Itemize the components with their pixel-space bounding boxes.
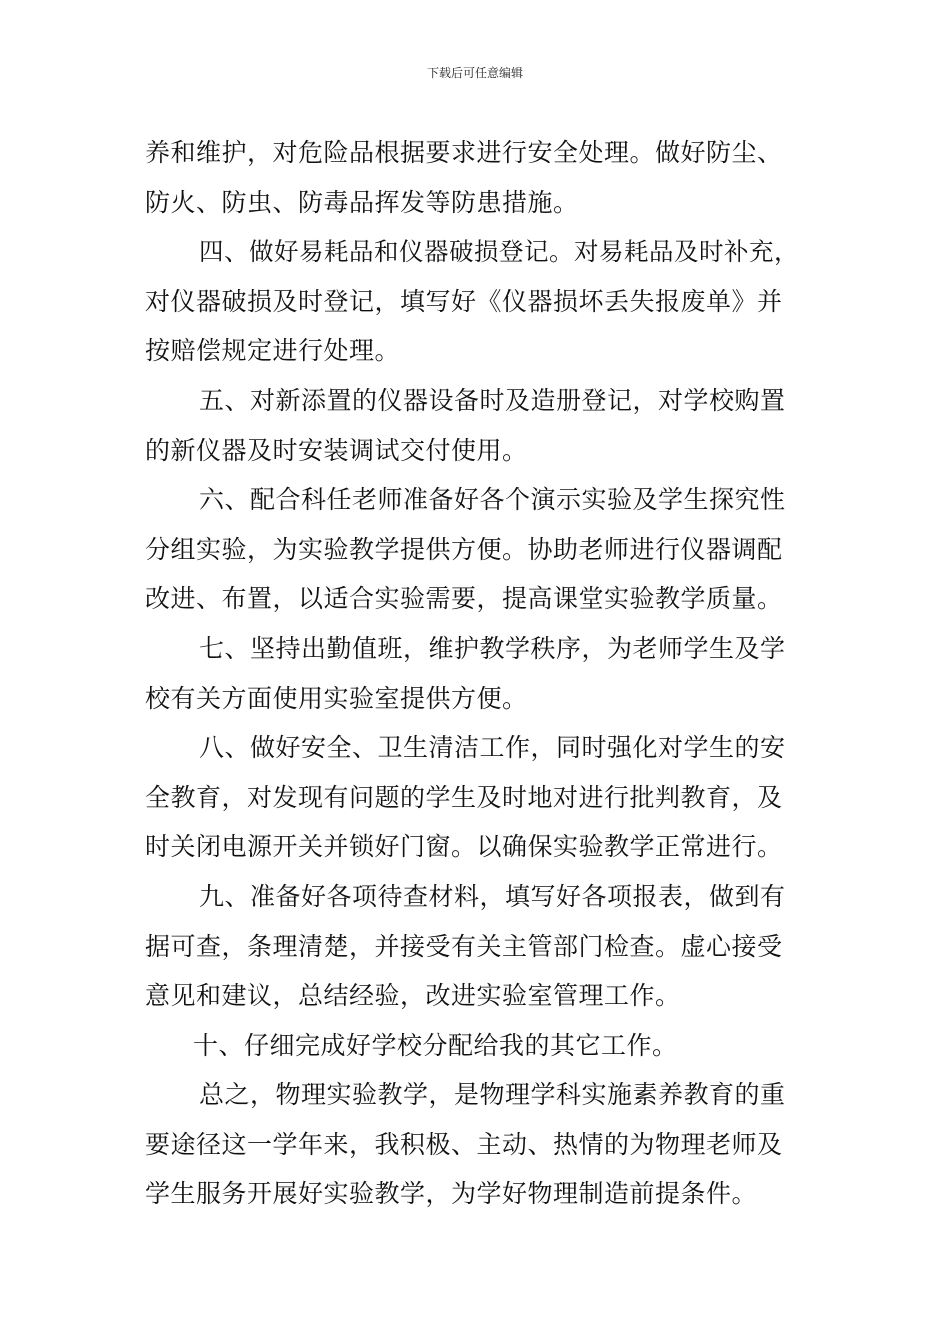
text-line: 据可查，条理清楚，并接受有关主管部门检查。虚心接受 bbox=[145, 931, 783, 961]
text-line: 学生服务开展好实验教学，为学好物理制造前提条件。 bbox=[145, 1179, 758, 1209]
text-line: 六、配合科任老师准备好各个演示实验及学生探究性 bbox=[199, 485, 786, 515]
text-line: 七、坚持出勤值班，维护教学秩序，为老师学生及学 bbox=[199, 633, 786, 663]
text-line: 四、做好易耗品和仪器破损登记。对易耗品及时补充， bbox=[199, 237, 799, 267]
text-line: 防火、防虫、防毒品挥发等防患措施。 bbox=[145, 187, 579, 217]
text-line: 对仪器破损及时登记，填写好《仪器损坏丢失报废单》并 bbox=[145, 286, 783, 316]
text-line: 意见和建议，总结经验，改进实验室管理工作。 bbox=[145, 981, 681, 1011]
document-body bbox=[145, 128, 810, 1219]
text-line: 养和维护，对危险品根据要求进行安全处理。做好防尘、 bbox=[145, 138, 783, 167]
text-line: 九、准备好各项待查材料，填写好各项报表，做到有 bbox=[199, 881, 786, 911]
text-line: 时关闭电源开关并锁好门窗。以确保实验教学正常进行。 bbox=[145, 832, 783, 862]
text-line: 分组实验，为实验教学提供方便。协助老师进行仪器调配 bbox=[145, 534, 783, 564]
text-line: 要途径这一学年来，我积极、主动、热情的为物理老师及 bbox=[145, 1129, 783, 1159]
text-line: 改进、布置，以适合实验需要，提高课堂实验教学质量。 bbox=[145, 584, 783, 614]
text-line: 校有关方面使用实验室提供方便。 bbox=[145, 683, 528, 713]
text-line: 八、做好安全、卫生清洁工作，同时强化对学生的安 bbox=[199, 733, 786, 763]
text-line: 五、对新添置的仪器设备时及造册登记，对学校购置 bbox=[199, 385, 786, 415]
text-line: 十、仔细完成好学校分配给我的其它工作。 bbox=[193, 1030, 678, 1060]
page-header: 下载后可任意编辑 bbox=[426, 66, 523, 80]
text-line: 全教育，对发现有问题的学生及时地对进行批判教育，及 bbox=[145, 782, 783, 812]
text-line: 的新仪器及时安装调试交付使用。 bbox=[145, 435, 528, 465]
text-line: 按赔偿规定进行处理。 bbox=[145, 336, 401, 366]
text-line: 总之，物理实验教学，是物理学科实施素养教育的重 bbox=[199, 1080, 786, 1110]
